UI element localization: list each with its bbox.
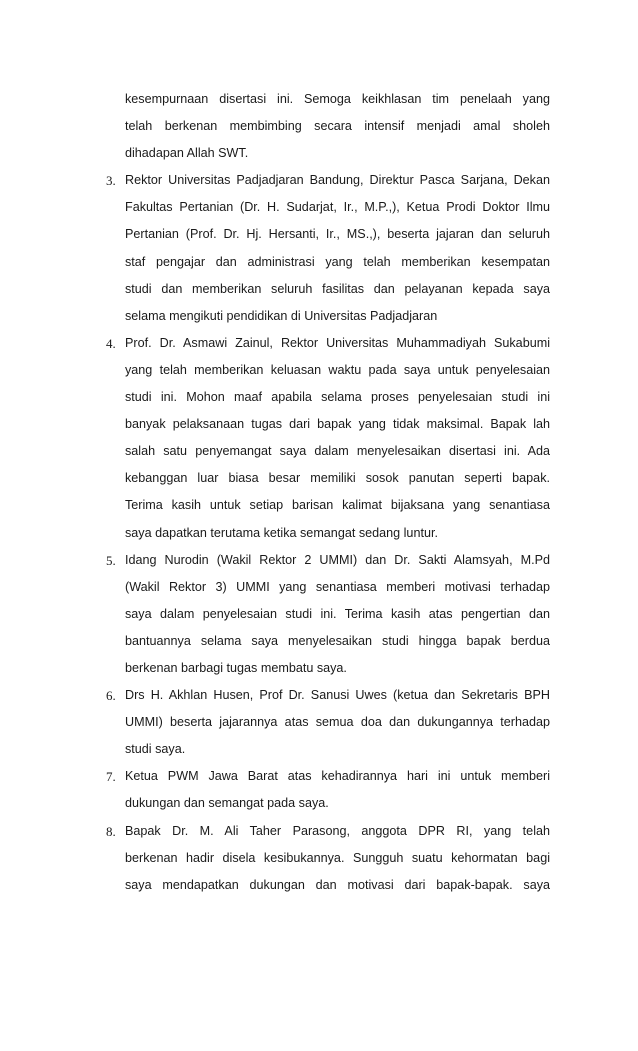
text-line: staf pengajar dan administrasi yang telah memberikan kesempatan (125, 254, 550, 269)
text-line: (Wakil Rektor 3) UMMI yang senantiasa memberi motivasi terhadap (125, 579, 550, 594)
text-line: Drs H. Akhlan Husen, Prof Dr. Sanusi Uwes (ketua dan Sekretaris BPH (125, 688, 550, 703)
list-number: 7. (106, 769, 116, 785)
text-line: berkenan hadir disela kesibukannya. Sungguh suatu kehormatan bagi (125, 850, 550, 865)
text-line: selama mengikuti pendidikan di Universitas Padjadjaran (125, 308, 438, 323)
text-line: kebanggan luar biasa besar memiliki sosok panutan seperti bapak. (125, 471, 550, 486)
text-line: UMMI) beserta jajarannya atas semua doa dan dukungannya terhadap (125, 715, 550, 730)
text-line: Bapak Dr. M. Ali Taher Parasong, anggota DPR RI, yang telah (125, 823, 550, 838)
text-line: salah satu penyemangat saya dalam menyelesaikan disertasi ini. Ada (125, 444, 550, 459)
list-number: 6. (106, 688, 116, 704)
text-line: telah berkenan membimbing secara intensif menjadi amal sholeh (125, 119, 550, 134)
text-line: Terima kasih untuk setiap barisan kalimat bijaksana yang senantiasa (125, 498, 550, 513)
text-line: Fakultas Pertanian (Dr. H. Sudarjat, Ir., M.P.,), Ketua Prodi Doktor Ilmu (125, 200, 550, 215)
text-line: studi saya. (125, 742, 186, 757)
text-line: Ketua PWM Jawa Barat atas kehadirannya hari ini untuk memberi (125, 769, 550, 784)
text-line: saya mendapatkan dukungan dan motivasi dari bapak-bapak. saya (125, 877, 550, 892)
list-number: 5. (106, 552, 116, 568)
text-line: banyak pelaksanaan tugas dari bapak yang tidak maksimal. Bapak lah (125, 417, 550, 432)
list-item-3 (106, 167, 550, 330)
intro-paragraph (106, 86, 550, 167)
list-number: 4. (106, 335, 116, 351)
text-line: kesempurnaan disertasi ini. Semoga keikhlasan tim penelaah yang (125, 92, 550, 106)
text-line: yang telah memberikan keluasan waktu pada saya untuk penyelesaian (125, 362, 550, 377)
text-line: Rektor Universitas Padjadjaran Bandung, Direktur Pasca Sarjana, Dekan (125, 173, 550, 188)
text-line: Pertanian (Prof. Dr. Hj. Hersanti, Ir., MS.,), beserta jajaran dan seluruh (125, 227, 550, 242)
text-line: bantuannya selama saya menyelesaikan studi hingga bapak berdua (125, 633, 550, 648)
list-item-8 (106, 818, 550, 899)
text-line: dukungan dan semangat pada saya. (125, 796, 329, 811)
list-item-4 (106, 330, 550, 547)
text-line: saya dapatkan terutama ketika semangat sedang luntur. (125, 525, 438, 540)
list-item-6 (106, 682, 550, 763)
text-line: Idang Nurodin (Wakil Rektor 2 UMMI) dan Dr. Sakti Alamsyah, M.Pd (125, 552, 550, 567)
text-line: dihadapan Allah SWT. (125, 146, 249, 161)
text-line: studi ini. Mohon maaf apabila selama proses penyelesaian studi ini (125, 390, 550, 405)
text-line: studi dan memberikan seluruh fasilitas dan pelayanan kepada saya (125, 281, 550, 296)
text-line: Prof. Dr. Asmawi Zainul, Rektor Universitas Muhammadiyah Sukabumi (125, 335, 550, 350)
list-number: 8. (106, 823, 116, 839)
text-line: berkenan barbagi tugas membatu saya. (125, 660, 347, 675)
list-item-5 (106, 547, 550, 682)
list-item-7 (106, 763, 550, 817)
acknowledgement-text (106, 86, 550, 899)
text-line: saya dalam penyelesaian studi ini. Terima kasih atas pengertian dan (125, 606, 550, 621)
list-number: 3. (106, 173, 116, 189)
